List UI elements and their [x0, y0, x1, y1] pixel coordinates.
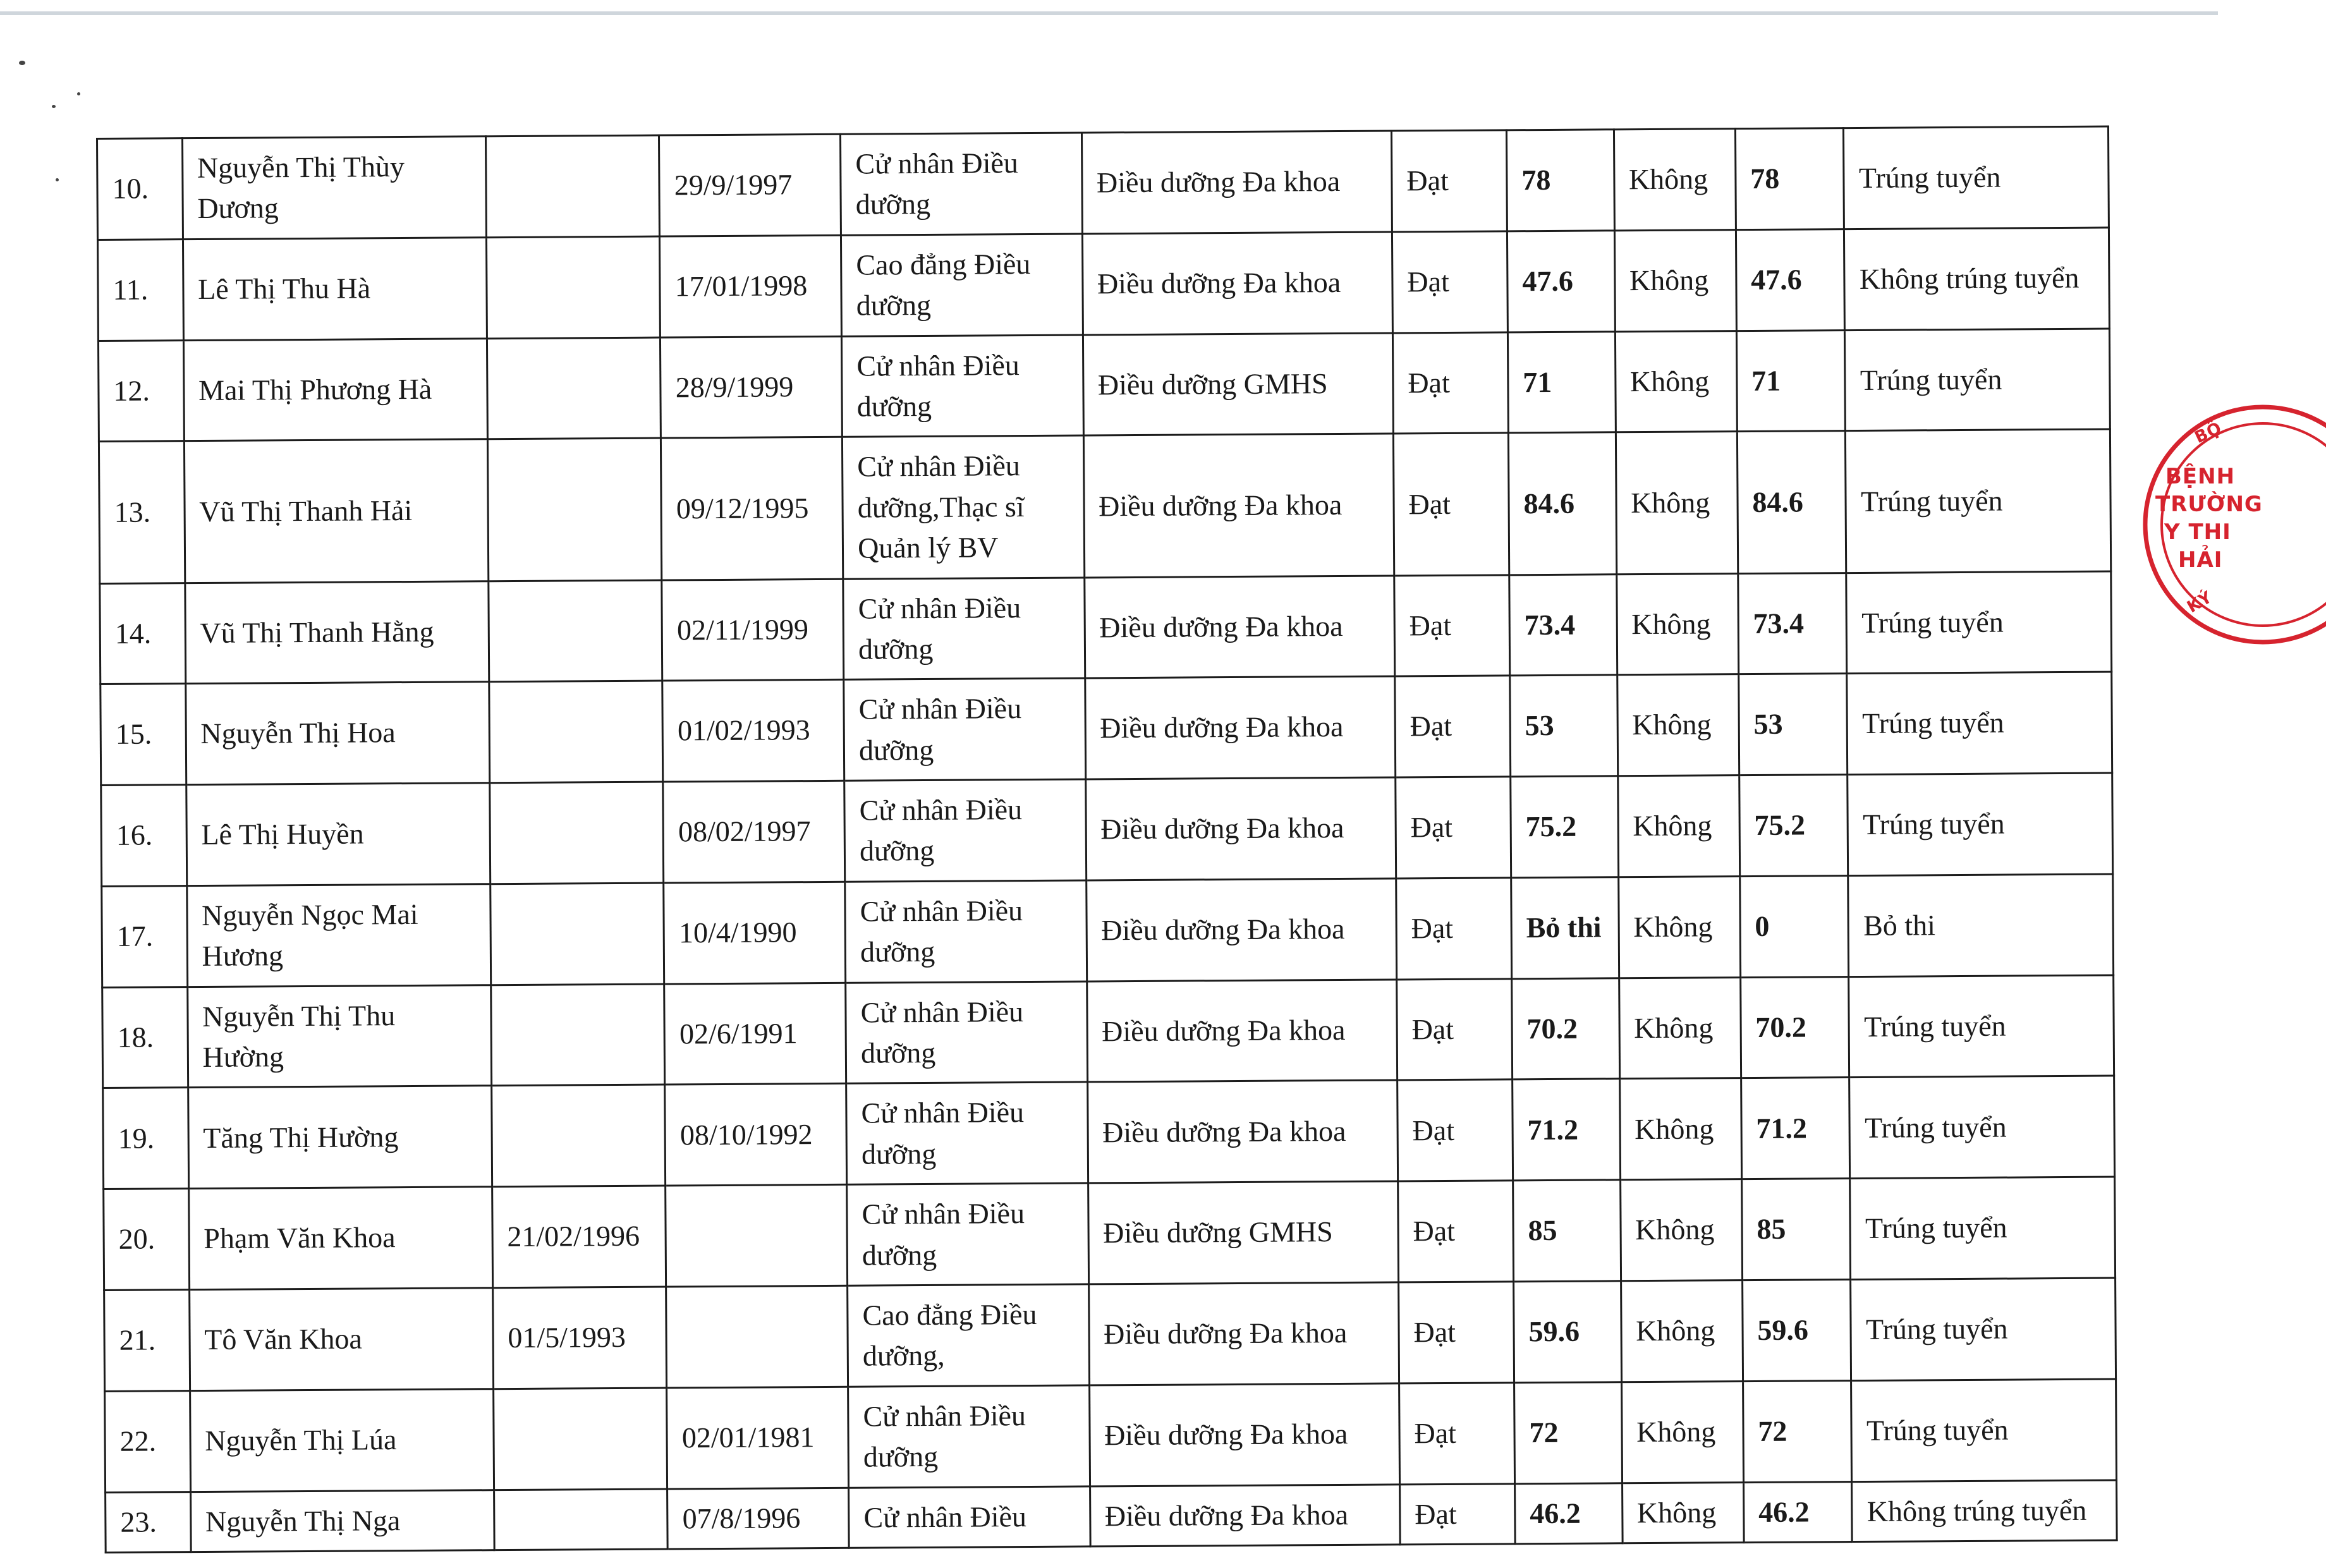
dob-female-cell: 17/01/1998 [660, 235, 842, 337]
dob-male-cell [487, 337, 661, 439]
total-score-cell: 72 [1743, 1380, 1852, 1482]
candidate-name-cell: Tô Văn Khoa [189, 1288, 493, 1391]
qualification-cell: Cử nhân Điều dưỡng [842, 335, 1083, 437]
row-number-cell: 15. [100, 684, 186, 786]
dob-male-cell: 01/5/1993 [492, 1287, 666, 1389]
candidate-name-cell: Nguyễn Thị Hoa [185, 682, 489, 785]
total-score-cell: 71.2 [1741, 1078, 1850, 1179]
table-row [100, 571, 2112, 684]
total-score-cell: 84.6 [1737, 431, 1846, 573]
result-cell: Trúng tuyển [1845, 329, 2110, 431]
position-cell: Điều dưỡng Đa khoa [1088, 1282, 1399, 1385]
eligibility-cell: Đạt [1399, 1282, 1514, 1383]
table-row [97, 126, 2109, 240]
row-number-cell: 10. [97, 138, 183, 240]
dob-female-cell: 02/01/1981 [667, 1387, 849, 1489]
position-cell: Điều dưỡng Đa khoa [1090, 1484, 1400, 1546]
exam-score-cell: 71.2 [1513, 1079, 1621, 1181]
table-row [105, 1379, 2117, 1492]
position-cell: Điều dưỡng Đa khoa [1087, 1080, 1397, 1183]
dob-male-cell [490, 984, 664, 1086]
exam-score-cell: 71 [1507, 331, 1616, 433]
dob-female-cell: 01/02/1993 [662, 680, 844, 782]
position-cell: Điều dưỡng GMHS [1088, 1181, 1398, 1284]
total-score-cell: 59.6 [1742, 1280, 1851, 1382]
total-score-cell: 46.2 [1743, 1481, 1852, 1542]
total-score-cell: 75.2 [1739, 775, 1849, 877]
candidate-name-cell: Phạm Văn Khoa [188, 1187, 492, 1290]
priority-cell: Không [1616, 432, 1738, 574]
priority-cell: Không [1622, 1482, 1744, 1543]
result-cell: Trúng tuyển [1844, 126, 2109, 229]
candidate-results-table [96, 126, 2118, 1553]
dob-male-cell [489, 580, 662, 682]
scan-speck [19, 61, 25, 65]
table-row [104, 1177, 2116, 1290]
exam-score-cell: 72 [1514, 1382, 1622, 1484]
position-cell: Điều dưỡng Đa khoa [1085, 777, 1396, 880]
table-row [98, 329, 2110, 442]
priority-cell: Không [1618, 876, 1740, 978]
scan-top-border [0, 11, 2218, 15]
eligibility-cell: Đạt [1392, 332, 1508, 434]
candidate-name-cell: Nguyễn Thị Nga [190, 1490, 494, 1552]
dob-male-cell [493, 1388, 667, 1490]
result-cell: Trúng tuyển [1847, 672, 2112, 774]
position-cell: Điều dưỡng Đa khoa [1082, 232, 1392, 335]
dob-male-cell [490, 883, 664, 985]
priority-cell: Không [1621, 1280, 1743, 1382]
candidate-name-cell: Lê Thị Huyền [186, 783, 490, 886]
candidate-name-cell: Vũ Thị Thanh Hằng [185, 581, 489, 684]
eligibility-cell: Đạt [1400, 1483, 1516, 1545]
qualification-cell: Cử nhân Điều dưỡng [841, 133, 1082, 235]
qualification-cell: Cử nhân Điều dưỡng [843, 577, 1085, 679]
row-number-cell: 16. [101, 785, 187, 887]
scan-speck [52, 105, 56, 108]
position-cell: Điều dưỡng Đa khoa [1089, 1383, 1399, 1486]
seal-text-line: KÝ [2184, 587, 2216, 617]
row-number-cell: 12. [98, 340, 184, 442]
eligibility-cell: Đạt [1392, 231, 1507, 333]
candidate-name-cell: Mai Thị Phương Hà [183, 338, 487, 441]
candidate-name-cell: Nguyễn Thị Thu Hường [187, 985, 491, 1088]
row-number-cell: 21. [104, 1290, 190, 1392]
seal-text-line: BỘ [2191, 418, 2226, 447]
result-cell: Trúng tuyển [1849, 1076, 2114, 1178]
qualification-cell: Cử nhân Điều dưỡng [846, 982, 1087, 1084]
dob-female-cell: 28/9/1999 [661, 336, 843, 439]
dob-female-cell: 29/9/1997 [659, 134, 841, 236]
result-cell: Trúng tuyển [1851, 1278, 2116, 1380]
candidate-results-body [97, 126, 2117, 1552]
qualification-cell: Cử nhân Điều dưỡng [844, 678, 1085, 781]
dob-female-cell: 07/8/1996 [667, 1488, 849, 1549]
table-row [102, 975, 2114, 1088]
dob-male-cell [494, 1489, 667, 1550]
result-cell: Trúng tuyển [1851, 1379, 2116, 1481]
exam-score-cell: 84.6 [1508, 432, 1616, 574]
dob-female-cell: 09/12/1995 [661, 437, 843, 580]
dob-female-cell: 10/4/1990 [664, 882, 846, 984]
row-number-cell: 14. [100, 583, 186, 684]
total-score-cell: 47.6 [1736, 229, 1845, 331]
official-seal-stamp [2136, 398, 2263, 651]
exam-score-cell: 53 [1510, 675, 1618, 777]
exam-score-cell: 47.6 [1507, 231, 1615, 332]
exam-score-cell: 73.4 [1509, 574, 1617, 676]
qualification-cell: Cử nhân Điều dưỡng [847, 1183, 1088, 1285]
dob-male-cell [490, 782, 664, 884]
total-score-cell: 70.2 [1740, 976, 1849, 1078]
table-row [104, 1278, 2116, 1391]
priority-cell: Không [1617, 674, 1739, 776]
row-number-cell: 19. [103, 1088, 189, 1189]
result-cell: Bỏ thi [1848, 874, 2113, 976]
table-row [100, 672, 2112, 785]
position-cell: Điều dưỡng Đa khoa [1081, 131, 1392, 234]
row-number-cell: 22. [105, 1390, 191, 1492]
priority-cell: Không [1614, 229, 1736, 331]
dob-female-cell [666, 1285, 848, 1388]
table-row [102, 874, 2114, 987]
candidate-name-cell: Lê Thị Thu Hà [183, 238, 487, 341]
dob-female-cell: 02/6/1991 [664, 983, 846, 1085]
result-cell: Không trúng tuyển [1852, 1480, 2117, 1542]
exam-score-cell: 78 [1506, 130, 1614, 231]
qualification-cell: Cử nhân Điều dưỡng [844, 779, 1086, 882]
qualification-cell: Cử nhân Điều dưỡng [846, 1082, 1088, 1184]
table-row [99, 429, 2110, 583]
scan-speck [56, 178, 59, 181]
table-row [101, 773, 2113, 886]
seal-text-line: BỆNH [2165, 464, 2236, 489]
priority-cell: Không [1619, 977, 1741, 1079]
row-number-cell: 18. [102, 987, 188, 1088]
total-score-cell: 0 [1739, 875, 1849, 977]
qualification-cell: Cao đẳng Điều dưỡng [841, 234, 1083, 336]
eligibility-cell: Đạt [1396, 878, 1512, 980]
eligibility-cell: Đạt [1397, 1079, 1513, 1181]
total-score-cell: 85 [1741, 1179, 1851, 1280]
candidate-name-cell: Tăng Thị Hường [188, 1086, 492, 1189]
eligibility-cell: Đạt [1395, 676, 1511, 777]
seal-text-line: HẢI [2178, 547, 2223, 573]
exam-score-cell: Bỏ thi [1511, 877, 1619, 979]
table-row [106, 1480, 2117, 1553]
exam-score-cell: 75.2 [1511, 776, 1619, 878]
table-row [103, 1076, 2115, 1189]
dob-female-cell [666, 1184, 848, 1287]
position-cell: Điều dưỡng Đa khoa [1085, 676, 1395, 779]
qualification-cell: Cử nhân Điều dưỡng,Thạc sĩ Quản lý BV [843, 435, 1085, 578]
exam-score-cell: 59.6 [1514, 1281, 1622, 1383]
row-number-cell: 20. [104, 1189, 190, 1291]
seal-text-line: Y THI [2164, 520, 2231, 545]
eligibility-cell: Đạt [1394, 574, 1510, 676]
priority-cell: Không [1621, 1381, 1743, 1483]
candidate-name-cell: Nguyễn Thị Lúa [190, 1389, 494, 1492]
dob-male-cell [486, 236, 660, 338]
position-cell: Điều dưỡng Đa khoa [1084, 575, 1394, 678]
qualification-cell: Cử nhân Điều dưỡng [845, 880, 1087, 983]
seal-text-line: TRƯỜNG [2155, 492, 2263, 517]
table-row [97, 228, 2109, 341]
eligibility-cell: Đạt [1396, 777, 1511, 878]
dob-male-cell [491, 1085, 665, 1186]
eligibility-cell: Đạt [1398, 1181, 1514, 1282]
eligibility-cell: Đạt [1391, 130, 1507, 232]
result-cell: Trúng tuyển [1848, 773, 2112, 875]
dob-male-cell [485, 135, 659, 237]
result-cell: Trúng tuyển [1846, 429, 2111, 573]
candidate-name-cell: Nguyễn Thị Thùy Dương [182, 137, 486, 240]
position-cell: Điều dưỡng Đa khoa [1083, 434, 1394, 577]
position-cell: Điều dưỡng Đa khoa [1086, 878, 1396, 982]
candidate-name-cell: Vũ Thị Thanh Hải [184, 439, 488, 583]
result-cell: Trúng tuyển [1846, 571, 2111, 674]
total-score-cell: 73.4 [1738, 573, 1848, 674]
qualification-cell: Cử nhân Điều dưỡng [848, 1385, 1090, 1488]
dob-male-cell: 21/02/1996 [492, 1186, 666, 1287]
priority-cell: Không [1614, 129, 1736, 231]
priority-cell: Không [1617, 775, 1739, 877]
dob-female-cell: 08/10/1992 [665, 1084, 847, 1186]
dob-female-cell: 02/11/1999 [662, 579, 844, 681]
exam-score-cell: 85 [1513, 1180, 1621, 1282]
dob-male-cell [489, 681, 663, 782]
total-score-cell: 71 [1736, 330, 1846, 432]
qualification-cell: Cử nhân Điều [849, 1486, 1090, 1548]
priority-cell: Không [1620, 1179, 1742, 1281]
position-cell: Điều dưỡng GMHS [1083, 333, 1393, 436]
row-number-cell: 11. [97, 239, 183, 341]
row-number-cell: 13. [99, 441, 185, 583]
scan-speck [77, 92, 80, 95]
priority-cell: Không [1615, 331, 1737, 432]
priority-cell: Không [1616, 573, 1738, 675]
candidate-name-cell: Nguyễn Ngọc Mai Hương [186, 884, 490, 987]
result-cell: Không trúng tuyển [1844, 228, 2109, 330]
exam-score-cell: 70.2 [1512, 978, 1620, 1079]
dob-female-cell: 08/02/1997 [663, 781, 845, 883]
exam-score-cell: 46.2 [1514, 1483, 1622, 1543]
priority-cell: Không [1619, 1078, 1741, 1180]
result-cell: Trúng tuyển [1849, 975, 2114, 1078]
qualification-cell: Cao đẳng Điều dưỡng, [848, 1284, 1089, 1387]
position-cell: Điều dưỡng Đa khoa [1087, 980, 1397, 1083]
row-number-cell: 17. [102, 886, 188, 988]
row-number-cell: 23. [106, 1492, 191, 1552]
eligibility-cell: Đạt [1397, 978, 1513, 1080]
total-score-cell: 78 [1735, 128, 1844, 230]
dob-male-cell [487, 438, 662, 581]
total-score-cell: 53 [1739, 674, 1848, 775]
eligibility-cell: Đạt [1393, 433, 1509, 575]
result-cell: Trúng tuyển [1850, 1177, 2115, 1279]
eligibility-cell: Đạt [1399, 1383, 1515, 1485]
